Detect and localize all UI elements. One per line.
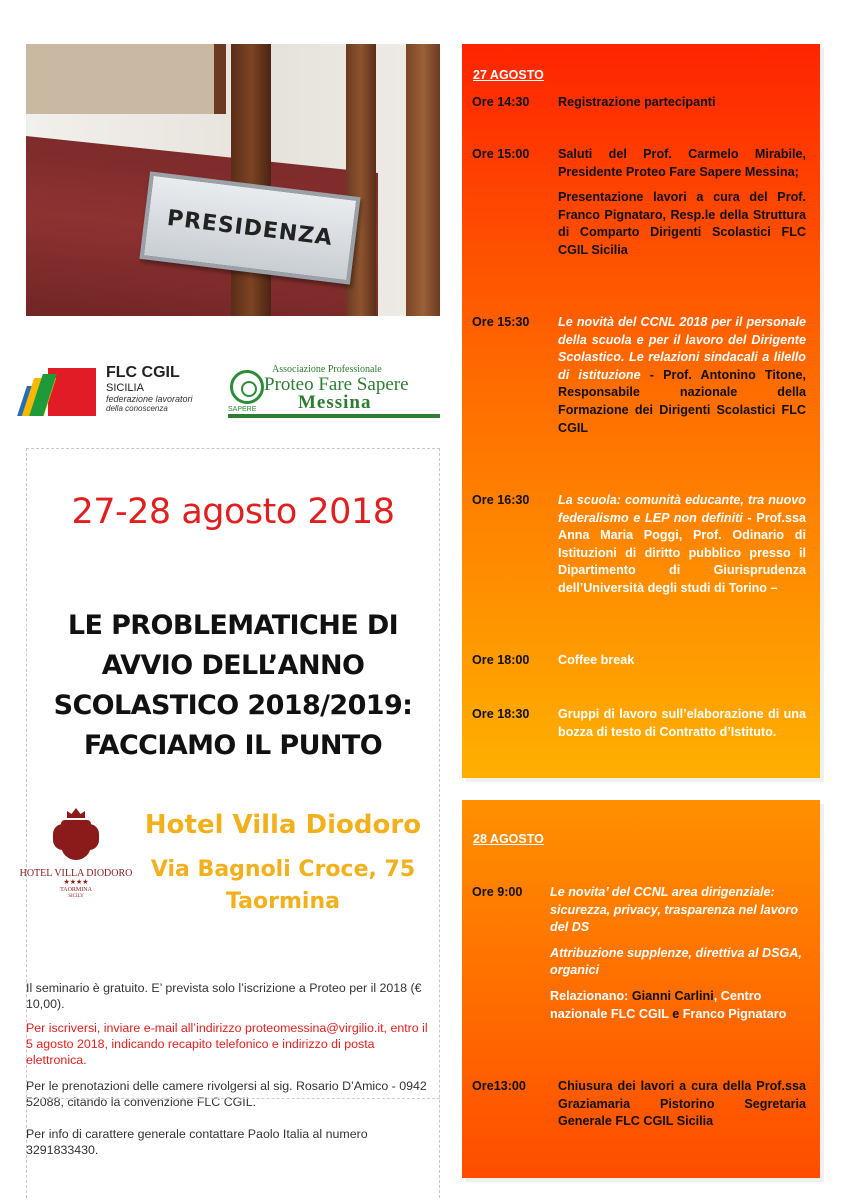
talk-title: Attribuzione supplenze, direttiva al DSGA, organici (550, 945, 802, 978)
venue-name: Hotel Villa Diodoro (144, 810, 422, 840)
talk-title: Le novità del CCNL 2018 per il personale della scuola e per il lavoro del Dirigente Scolastico. Le relazioni sindacali a lilello di istituzione (558, 315, 806, 382)
contact-info: Per info di carattere generale contattare Paolo Italia al numero 3291833430. (26, 1127, 368, 1157)
slot-text-line: Saluti del Prof. Carmelo Mirabile, Presidente Proteo Fare Sapere Messina; (558, 147, 806, 179)
rooms-info: Per le prenotazioni delle camere rivolgersi al sig. Rosario D’Amico - 0942 52088, citando la convenzione FLC CGIL. (26, 1079, 427, 1109)
hotel-crest-icon (53, 808, 99, 864)
slot-text (558, 1078, 806, 1139)
slot-time: Ore 18:30 (472, 707, 530, 721)
slot-text (558, 314, 806, 445)
speakers-line (550, 988, 808, 1023)
hotel-logo-city: TAORMINA (60, 887, 92, 893)
slot-text-line: Gruppi di lavoro sull’elaborazione di una bozza di testo di Contratto d’Istituto. (558, 707, 806, 739)
photo-wood-beam (231, 44, 271, 316)
talk-title: La scuola: comunità educante, tra nuovo federalismo e LEP non definiti (558, 493, 806, 525)
talk-title: Le novita’ del CCNL area dirigenziale: sicurezza, privacy, trasparenza nel lavoro del DS (550, 885, 799, 935)
hotel-logo-stars: ★★★★ (63, 879, 89, 886)
slot-text (558, 652, 806, 678)
proteo-city: Messina (298, 392, 372, 413)
slot-text (558, 492, 806, 606)
flc-subtitle: federazione lavoratori (106, 394, 193, 404)
speakers-and: e (672, 1006, 680, 1021)
slot-time: Ore 9:00 (472, 885, 523, 899)
logos-row (22, 362, 442, 420)
proteo-spiral-icon (230, 370, 264, 404)
photo-door-frame (26, 44, 226, 114)
proteo-icon-label: SAPERE (228, 406, 257, 413)
dashed-divider (26, 1098, 440, 1099)
slot-time: Ore 16:30 (472, 493, 530, 507)
slot-text (558, 94, 806, 120)
slot-time: Ore 15:30 (472, 315, 530, 329)
slot-time: Ore 14:30 (472, 95, 530, 109)
slot-text (558, 146, 806, 268)
hotel-logo-region: SICILY (68, 894, 84, 899)
slot-text-line: Chiusura dei lavori a cura della Prof.ssa Graziamaria Pistorino Segretaria Generale FLC CGIL Sicilia (558, 1079, 806, 1129)
flc-cgil-logo-icon (22, 368, 98, 416)
presidenza-photo (26, 44, 440, 316)
slot-time: Ore 15:00 (472, 147, 530, 161)
flc-subtitle-2: della conoscenza (106, 404, 168, 413)
flc-cgil-logo-text (106, 364, 193, 413)
slot-time: Ore13:00 (472, 1079, 526, 1093)
event-dates: 27-28 agosto 2018 (71, 492, 395, 532)
registration-info: Per iscriversi, inviare e-mail all’indirizzo proteomessina@virgilio.it, entro il 5 agosto 2018, indicando recapito telefonico e indirizzo di posta elettronica. (26, 1021, 428, 1067)
proteo-name: Proteo Fare Sapere (264, 374, 409, 395)
speaker-info: - Prof. Antonino Titone, Responsabile nazionale della Formazione dei Dirigenti Scolastici FLC CGIL (558, 367, 806, 435)
speaker-info: - Prof.ssa Anna Maria Poggi, Prof. Odinario di Istituzioni di diritto pubblico presso il Dipartimento di Giurisprudenza dell’Università degli studi di Torino – (558, 510, 806, 595)
fee-info: Il seminario è gratuito. E’ prevista solo l’iscrizione a Proteo per il 2018 (€ 10,00). (26, 981, 422, 1011)
speaker-role: , Centro nazionale FLC CGIL (550, 988, 762, 1021)
proteo-association: Associazione Professionale (272, 364, 382, 375)
speaker-name: Franco Pignataro (679, 1006, 787, 1021)
slot-text-line: Registrazione partecipanti (558, 95, 716, 109)
venue-address: Via Bagnoli Croce, 75 (150, 857, 416, 882)
slot-text-line: Presentazione lavori a cura del Prof. Franco Pignataro, Resp.le della Struttura di Comparto Dirigenti Scolastici FLC CGIL Sicilia (558, 190, 806, 257)
hotel-logo (18, 808, 134, 904)
flc-region: SICILIA (106, 382, 144, 394)
presidenza-sign-text: PRESIDENZA (165, 205, 335, 251)
flc-name: FLC CGIL (106, 364, 180, 381)
slot-text-line: Coffee break (558, 653, 635, 667)
proteo-logo (226, 362, 442, 418)
hotel-logo-name: HOTEL VILLA DIODORO (19, 868, 133, 879)
proteo-underline (228, 414, 440, 418)
speakers-lead: Relazionano: (550, 988, 632, 1003)
venue-city: Taormina (226, 889, 340, 914)
photo-wood-beam (406, 44, 440, 316)
event-title: LE PROBLEMATICHE DI AVVIO DELL’ANNO SCOLASTICO 2018/2019: FACCIAMO IL PUNTO (53, 610, 413, 761)
slot-text (550, 884, 808, 1031)
speaker-name: Gianni Carlini (631, 988, 714, 1003)
slot-time: Ore 18:00 (472, 653, 530, 667)
day2-label: 28 AGOSTO (473, 832, 544, 846)
slot-text (558, 706, 806, 749)
venue-address-block (128, 854, 438, 918)
day1-label: 27 AGOSTO (473, 68, 544, 82)
